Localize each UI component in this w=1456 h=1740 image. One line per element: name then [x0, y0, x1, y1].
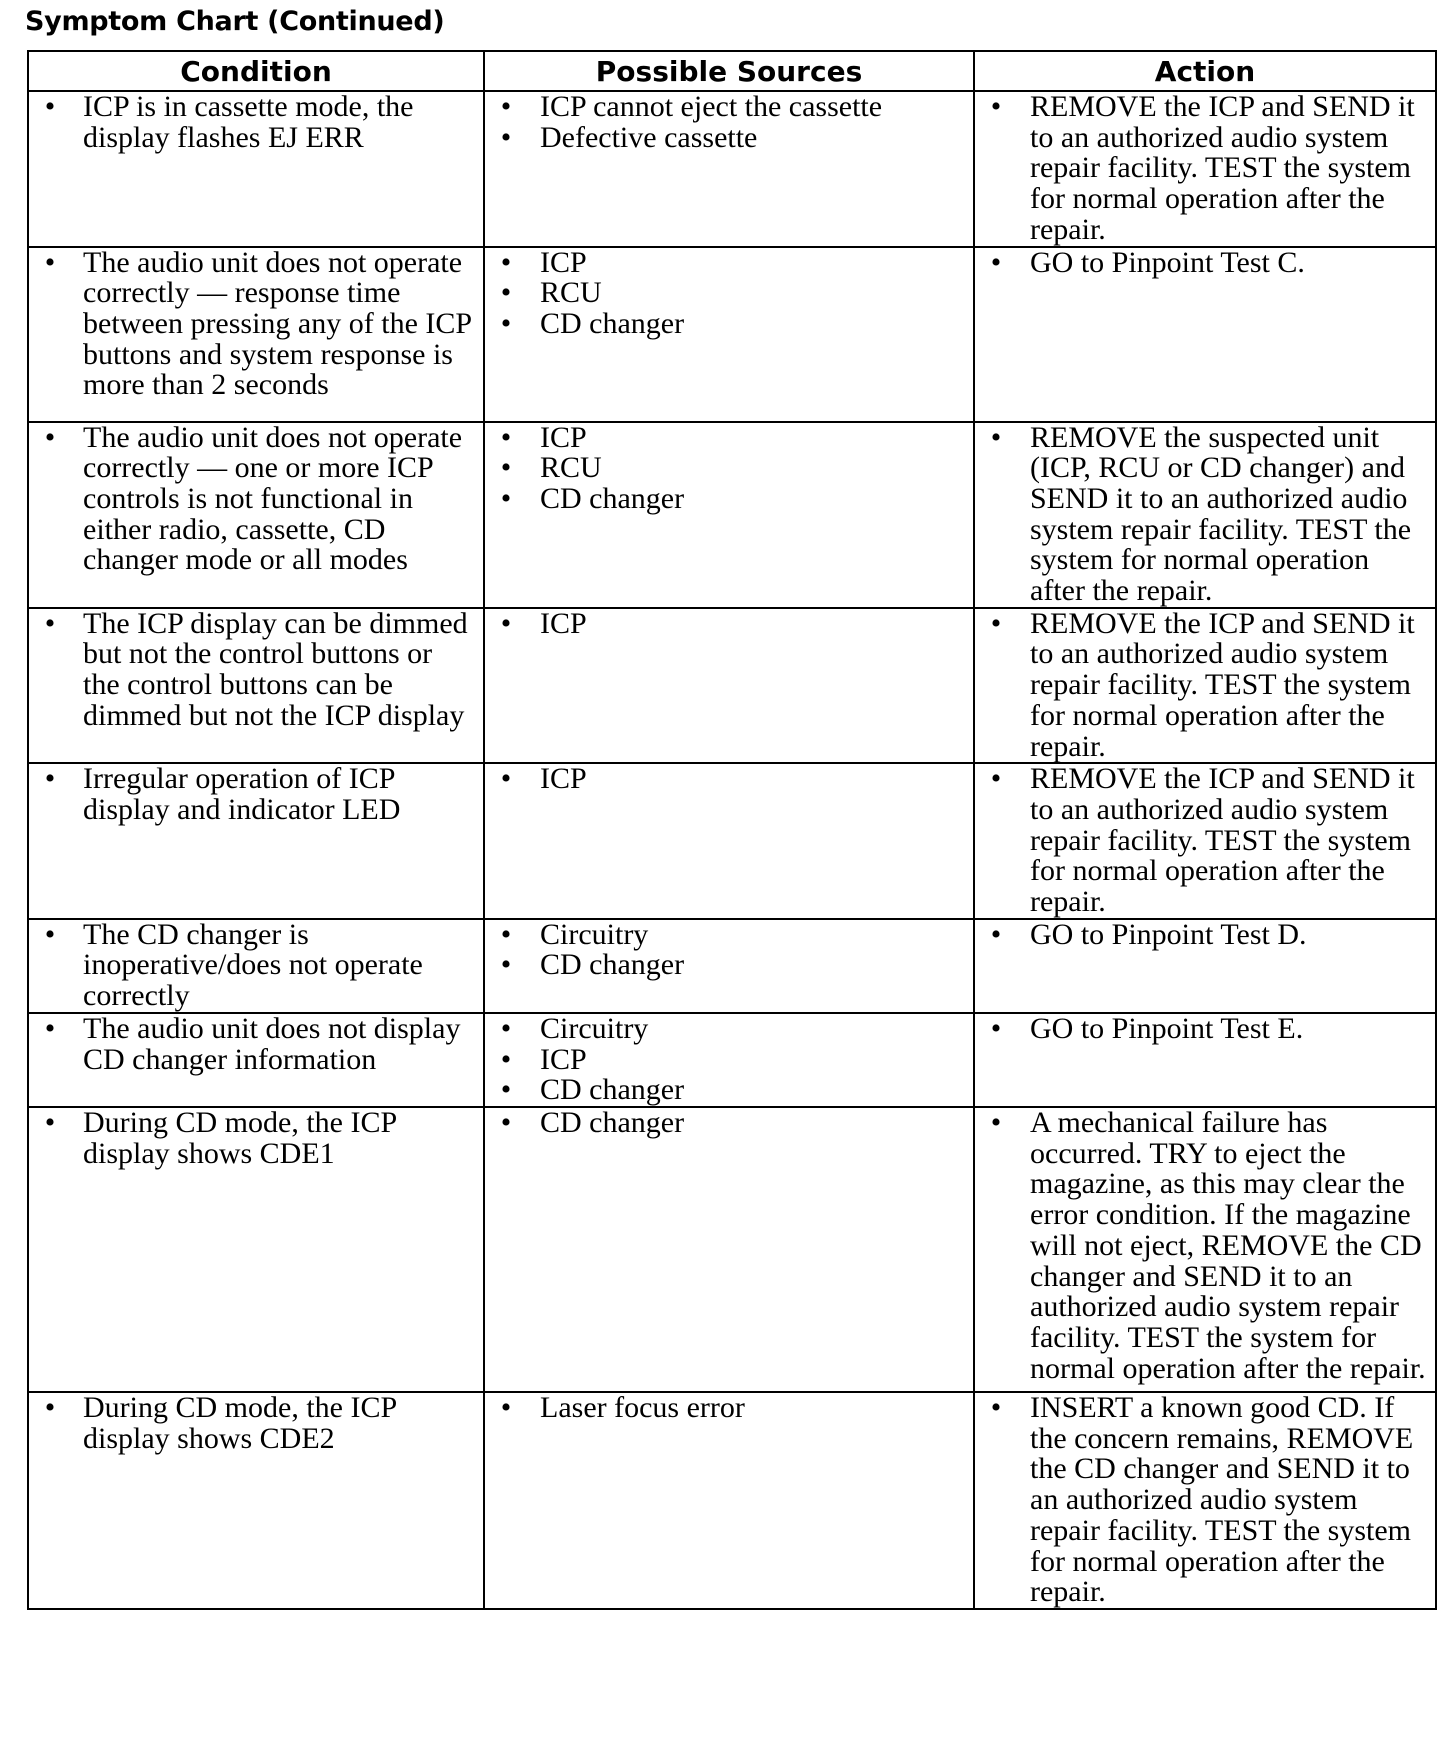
action-cell — [974, 91, 1436, 247]
source-item-text: ICP — [540, 606, 587, 640]
condition-item — [29, 1011, 475, 1076]
possible-sources-column-header: Possible Sources — [484, 51, 974, 91]
condition-cell — [28, 919, 484, 1013]
action-item-text: REMOVE the ICP and SEND it to an authorized audio system repair facility. TEST the system for normal operation after the repair. — [1030, 90, 1415, 246]
bullet-icon: • — [500, 606, 512, 640]
source-item — [485, 306, 965, 340]
action-item — [975, 245, 1427, 279]
condition-cell — [28, 422, 484, 608]
source-item — [485, 1075, 965, 1106]
source-item — [485, 950, 965, 981]
action-cell — [974, 919, 1436, 1013]
bullet-icon: • — [500, 762, 512, 796]
bullet-icon: • — [500, 481, 512, 515]
bullet-icon: • — [500, 1390, 512, 1424]
bullet-icon: • — [44, 917, 56, 951]
source-item-text: CD changer — [540, 1105, 685, 1139]
possible-sources-cell — [484, 763, 974, 919]
source-item-text: ICP cannot eject the cassette — [540, 90, 883, 123]
condition-item-text: ICP is in cassette mode, the display flashes EJ ERR — [83, 90, 414, 154]
bullet-icon: • — [44, 762, 56, 796]
table-row — [28, 247, 1436, 422]
action-item — [975, 420, 1427, 608]
condition-column-header: Condition — [28, 51, 484, 91]
condition-item-text: Irregular operation of ICP display and indicator LED — [83, 762, 401, 826]
table-row — [28, 1392, 1436, 1609]
possible-sources-cell — [484, 422, 974, 608]
condition-cell — [28, 1107, 484, 1392]
source-item-text: RCU — [540, 451, 602, 485]
source-item-text: CD changer — [540, 1073, 685, 1107]
action-item-text: GO to Pinpoint Test E. — [1030, 1011, 1304, 1045]
condition-cell — [28, 91, 484, 247]
condition-item-text: The CD changer is inoperative/does not operate correctly — [83, 917, 423, 1013]
action-item-text: INSERT a known good CD. If the concern remains, REMOVE the CD changer and SEND it to an authorized audio system repair facility. TEST the system for normal operation after the repair. — [1030, 1390, 1414, 1609]
source-item-text: Defective cassette — [540, 120, 758, 154]
bullet-icon: • — [500, 245, 512, 279]
action-cell — [974, 763, 1436, 919]
source-item-text: CD changer — [540, 481, 685, 515]
bullet-icon: • — [500, 306, 512, 340]
table-row — [28, 763, 1436, 919]
condition-item-text: During CD mode, the ICP display shows CDE2 — [83, 1390, 397, 1455]
condition-item-text: The audio unit does not display CD changer information — [83, 1011, 461, 1076]
bullet-icon: • — [44, 1105, 56, 1139]
source-item-text: CD changer — [540, 306, 685, 340]
page-title: Symptom Chart (Continued) — [25, 6, 445, 37]
possible-sources-cell — [484, 91, 974, 247]
bullet-icon: • — [990, 1390, 1002, 1424]
bullet-icon: • — [500, 917, 512, 951]
action-item — [975, 606, 1427, 763]
source-item — [485, 481, 965, 515]
source-item-text: Laser focus error — [540, 1390, 745, 1424]
symptom-chart-table — [27, 50, 1437, 1610]
action-item — [975, 1011, 1427, 1045]
condition-item-text: The audio unit does not operate correctly — one or more ICP controls is not functional in either radio, cassette, CD changer mode or all modes — [83, 420, 463, 577]
source-item — [485, 278, 965, 309]
bullet-icon: • — [990, 420, 1002, 454]
source-item-text: CD changer — [540, 948, 685, 982]
bullet-icon: • — [44, 90, 56, 123]
condition-cell — [28, 1392, 484, 1609]
action-item — [975, 1390, 1427, 1609]
condition-item-text: The ICP display can be dimmed but not the control buttons or the control buttons can be dimmed but not the ICP display — [83, 606, 468, 732]
action-cell — [974, 422, 1436, 608]
action-item-text: A mechanical failure has occurred. TRY to eject the magazine, as this may clear the error condition. If the magazine will not eject, REMOVE the CD changer and SEND it to an authorized audio system repair facility. TEST the system for normal operation after the repair. — [1030, 1105, 1426, 1385]
source-item-text: ICP — [540, 1042, 587, 1076]
action-item — [975, 764, 1427, 918]
bullet-icon: • — [44, 606, 56, 640]
possible-sources-cell — [484, 919, 974, 1013]
condition-item — [29, 1390, 475, 1455]
bullet-icon: • — [44, 245, 56, 279]
bullet-icon: • — [990, 90, 1002, 123]
source-item — [485, 420, 965, 454]
condition-item — [29, 606, 475, 732]
action-item-text: REMOVE the ICP and SEND it to an authorized audio system repair facility. TEST the system for normal operation after the repair. — [1030, 762, 1415, 919]
table-row — [28, 919, 1436, 1013]
possible-sources-cell — [484, 1392, 974, 1609]
action-item — [975, 1105, 1427, 1385]
source-item-text: Circuitry — [540, 1011, 649, 1045]
source-item — [485, 1105, 965, 1139]
action-item-text: REMOVE the suspected unit (ICP, RCU or CD changer) and SEND it to an authorized audio system repair facility. TEST the system for normal operation after the repair. — [1030, 420, 1412, 608]
condition-item — [29, 420, 475, 577]
bullet-icon: • — [500, 1073, 512, 1107]
action-item-text: REMOVE the ICP and SEND it to an authorized audio system repair facility. TEST the system for normal operation after the repair. — [1030, 606, 1415, 763]
source-item — [485, 453, 965, 484]
condition-item — [29, 92, 475, 153]
bullet-icon: • — [990, 606, 1002, 640]
source-item — [485, 245, 965, 279]
condition-cell — [28, 1013, 484, 1107]
possible-sources-cell — [484, 1107, 974, 1392]
possible-sources-cell — [484, 247, 974, 422]
table-row — [28, 91, 1436, 247]
source-item-text: ICP — [540, 245, 587, 279]
condition-item — [29, 245, 475, 402]
possible-sources-cell — [484, 608, 974, 764]
condition-item-text: The audio unit does not operate correctly — response time between pressing any of the ICP buttons and system response is more than 2 seconds — [83, 245, 471, 402]
source-item — [485, 1011, 965, 1045]
action-cell — [974, 608, 1436, 764]
bullet-icon: • — [990, 245, 1002, 279]
table-row — [28, 422, 1436, 608]
action-cell — [974, 247, 1436, 422]
bullet-icon: • — [500, 1042, 512, 1076]
action-item-text: GO to Pinpoint Test C. — [1030, 245, 1305, 279]
bullet-icon: • — [500, 451, 512, 485]
source-item — [485, 917, 965, 951]
bullet-icon: • — [990, 1011, 1002, 1045]
source-item — [485, 92, 965, 123]
action-item-text: GO to Pinpoint Test D. — [1030, 917, 1307, 951]
condition-cell — [28, 247, 484, 422]
bullet-icon: • — [500, 276, 512, 310]
bullet-icon: • — [990, 917, 1002, 951]
action-cell — [974, 1107, 1436, 1392]
source-item-text: ICP — [540, 420, 587, 454]
source-item-text: RCU — [540, 276, 602, 310]
condition-item — [29, 917, 475, 1013]
source-item — [485, 764, 965, 795]
source-item — [485, 1042, 965, 1076]
action-cell — [974, 1392, 1436, 1609]
bullet-icon: • — [500, 90, 512, 123]
action-cell — [974, 1013, 1436, 1107]
bullet-icon: • — [500, 1105, 512, 1139]
bullet-icon: • — [44, 1011, 56, 1045]
condition-item-text: During CD mode, the ICP display shows CDE1 — [83, 1105, 397, 1170]
table-row — [28, 1013, 1436, 1107]
action-item — [975, 92, 1427, 246]
bullet-icon: • — [44, 420, 56, 454]
condition-item — [29, 1105, 475, 1170]
bullet-icon: • — [990, 1105, 1002, 1139]
condition-item — [29, 764, 475, 825]
table-header-row — [28, 51, 1436, 91]
source-item — [485, 606, 965, 640]
condition-cell — [28, 608, 484, 764]
source-item-text: ICP — [540, 762, 587, 796]
source-item-text: Circuitry — [540, 917, 649, 951]
bullet-icon: • — [500, 120, 512, 154]
action-item — [975, 917, 1427, 951]
source-item — [485, 1390, 965, 1424]
bullet-icon: • — [500, 948, 512, 982]
table-row — [28, 1107, 1436, 1392]
bullet-icon: • — [500, 420, 512, 454]
condition-cell — [28, 763, 484, 919]
bullet-icon: • — [990, 762, 1002, 796]
possible-sources-cell — [484, 1013, 974, 1107]
bullet-icon: • — [500, 1011, 512, 1045]
table-row — [28, 608, 1436, 764]
bullet-icon: • — [44, 1390, 56, 1424]
source-item — [485, 120, 965, 154]
action-column-header: Action — [974, 51, 1436, 91]
